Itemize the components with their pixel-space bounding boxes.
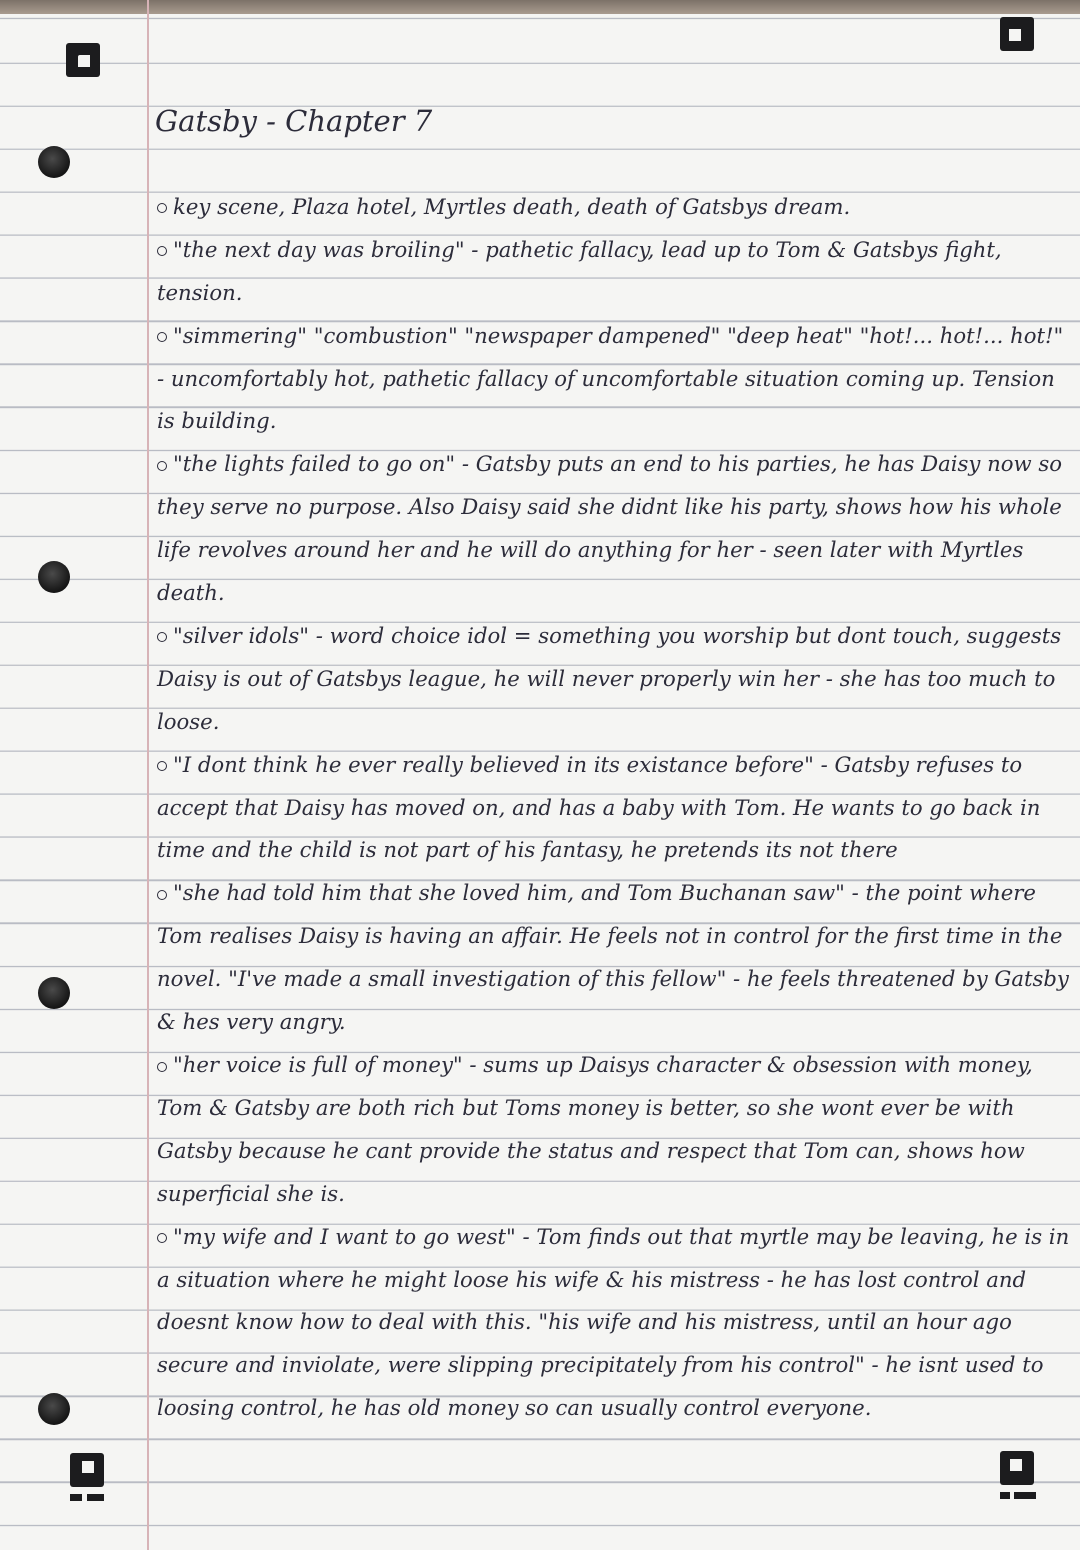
punch-hole: [38, 561, 70, 593]
bullet-icon: [157, 1062, 167, 1072]
note-text: "her voice is full of money" - sums up Daisys character & obsession with money, Tom & Gatsby are both rich but Toms money is better, so she wont ever be with Gatsby because he cant provide the status and respect that Tom can, shows how superficial she is.: [157, 1052, 1033, 1206]
bullet-icon: [157, 461, 167, 471]
corner-marker-top-left-icon: [66, 43, 100, 77]
note-item: [155, 315, 1075, 444]
corner-marker-dash: [70, 1494, 82, 1501]
note-item: [155, 615, 1075, 744]
bullet-icon: [157, 1233, 167, 1243]
note-text: "my wife and I want to go west" - Tom finds out that myrtle may be leaving, he is in a situation where he might loose his wife & his mistress - he has lost control and doesnt know how to deal with this. "his wife and his mistress, until an hour ago secure and inviolate, were slipping precipitately from his control" - he isnt used to loosing control, he has old money so can usually control everyone.: [157, 1223, 1070, 1421]
note-item: [155, 186, 1075, 229]
note-text: "she had told him that she loved him, and Tom Buchanan saw" - the point where Tom realises Daisy is having an affair. He feels not in control for the first time in the novel. "I've made a small investigation of this fellow" - he feels threatened by Gatsby & hes very angry.: [157, 880, 1069, 1035]
bullet-icon: [157, 203, 167, 213]
corner-marker-bottom-left-icon: [70, 1453, 104, 1487]
note-text: "the lights failed to go on" - Gatsby puts an end to his parties, he has Daisy now so they serve no purpose. Also Daisy said she didnt like his party, shows how his whole life revolves around her and he will do anything for her - seen later with Myrtles death.: [157, 451, 1063, 606]
note-text: "I dont think he ever really believed in its existance before" - Gatsby refuses to accept that Daisy has moved on, and has a baby with Tom. He wants to go back in time and the child is not part of his fantasy, he pretends its not there: [157, 751, 1041, 863]
note-item: [155, 443, 1075, 615]
corner-marker-dash: [1014, 1492, 1036, 1499]
bullet-icon: [157, 632, 167, 642]
note-text: "simmering" "combustion" "newspaper dampened" "deep heat" "hot!... hot!... hot!" - uncomfortably hot, pathetic fallacy of uncomfortable situation coming up. Tension is building.: [157, 322, 1064, 434]
corner-marker-bottom-right-icon: [1000, 1451, 1034, 1485]
notes-list: [155, 186, 1075, 1430]
note-item: [155, 229, 1075, 315]
page-top-edge: [0, 0, 1080, 14]
punch-hole: [38, 1393, 70, 1425]
page-title: Gatsby - Chapter 7: [155, 104, 433, 138]
note-text: key scene, Plaza hotel, Myrtles death, death of Gatsbys dream.: [173, 193, 851, 219]
bullet-icon: [157, 890, 167, 900]
note-item: [155, 1044, 1075, 1216]
punch-hole: [38, 977, 70, 1009]
corner-marker-dash: [1000, 1492, 1010, 1499]
bullet-icon: [157, 761, 167, 771]
handwritten-notes: [155, 100, 1075, 1430]
margin-line: [147, 0, 149, 1550]
punch-hole: [38, 146, 70, 178]
note-item: [155, 744, 1075, 873]
bullet-icon: [157, 246, 167, 256]
corner-marker-top-right-icon: [1000, 17, 1034, 51]
note-item: [155, 1216, 1075, 1431]
note-text: "the next day was broiling" - pathetic fallacy, lead up to Tom & Gatsbys fight, tension.: [157, 236, 1002, 305]
bullet-icon: [157, 332, 167, 342]
note-text: "silver idols" - word choice idol = something you worship but dont touch, suggests Daisy is out of Gatsbys league, he will never properly win her - she has too much to loose.: [157, 622, 1062, 734]
note-item: [155, 872, 1075, 1044]
corner-marker-dash: [87, 1494, 104, 1501]
